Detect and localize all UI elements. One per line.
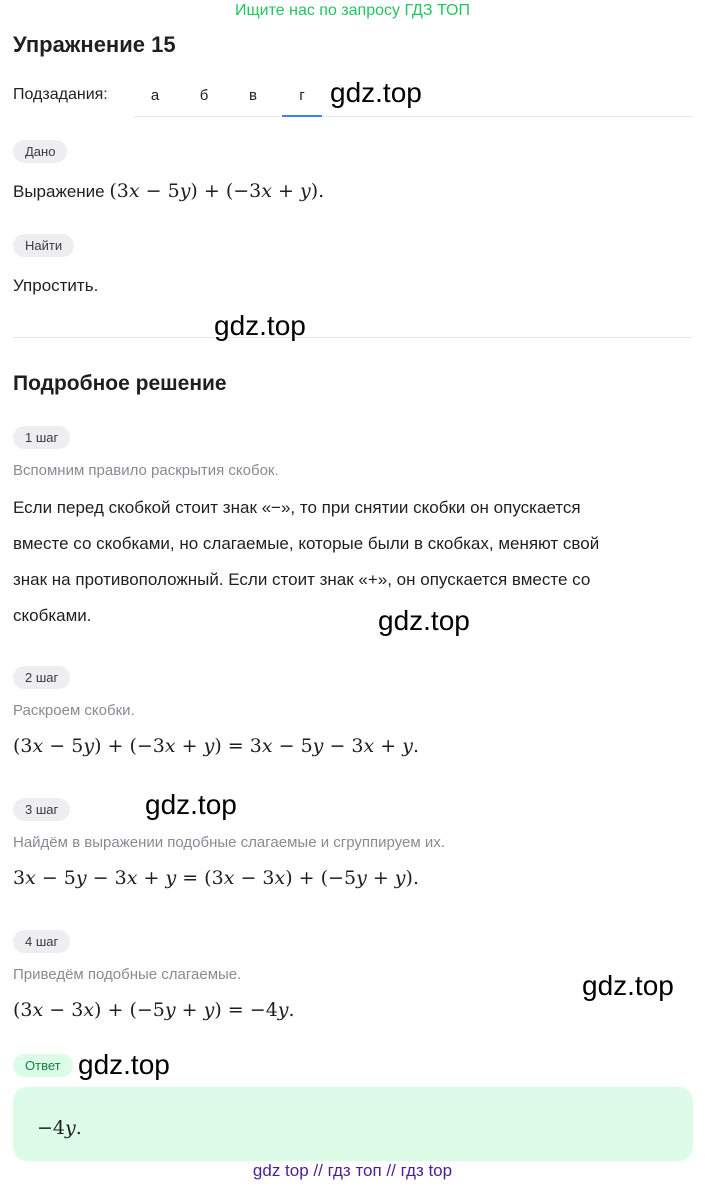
step-formula: (3x − 3x) + (−5y + y) = −4y. <box>13 999 295 1021</box>
step-hint: Раскроем скобки. <box>13 702 135 719</box>
step-formula: (3x − 5y) + (−3x + y) = 3x − 5y − 3x + y. <box>13 735 419 757</box>
paragraph-line: Если перед скобкой стоит знак «−», то при снятии скобки он опускается <box>13 498 581 517</box>
page-title: Упражнение 15 <box>13 32 176 57</box>
paragraph-line: вместе со скобками, но слагаемые, которые были в скобках, меняют свой <box>13 534 600 553</box>
answer-box <box>13 1087 693 1161</box>
divider <box>13 337 692 338</box>
given-section <box>13 140 67 163</box>
step-4 <box>13 930 70 953</box>
footer-links[interactable]: gdz top // гдз топ // гдз top <box>252 1161 453 1180</box>
subtasks-label: Подзадания: <box>13 86 108 103</box>
watermark: gdz.top <box>214 310 306 341</box>
step-formula: 3x − 5y − 3x + y = (3x − 3x) + (−5y + y). <box>13 867 419 889</box>
step-chip: 3 шаг <box>13 798 70 821</box>
find-section <box>13 234 74 257</box>
given-prefix: Выражение <box>13 182 110 201</box>
step-1-paragraph <box>13 490 693 634</box>
answer-section <box>13 1054 73 1077</box>
given-text <box>13 180 324 202</box>
solution-title: Подробное решение <box>13 372 227 395</box>
watermark: gdz.top <box>145 789 237 820</box>
paragraph-line: скобками. <box>13 606 92 625</box>
tab-v[interactable]: в <box>249 87 257 104</box>
given-chip: Дано <box>13 140 67 163</box>
answer-value: −4y. <box>37 1117 82 1139</box>
tab-a[interactable]: а <box>150 87 160 104</box>
step-hint: Найдём в выражении подобные слагаемые и сгруппируем их. <box>13 834 445 851</box>
find-text: Упростить. <box>13 276 99 295</box>
search-banner: Ищите нас по запросу ГДЗ ТОП <box>235 2 470 19</box>
answer-chip: Ответ <box>13 1054 73 1077</box>
tab-b[interactable]: б <box>199 87 209 104</box>
watermark: gdz.top <box>582 970 674 1001</box>
paragraph-line: знак на противоположный. Если стоит знак «+», он опускается вместе со <box>13 570 591 589</box>
step-chip: 1 шаг <box>13 426 70 449</box>
tab-g[interactable]: г <box>282 74 322 117</box>
step-hint: Вспомним правило раскрытия скобок. <box>13 462 279 479</box>
step-2 <box>13 666 70 689</box>
watermark: gdz.top <box>330 77 422 108</box>
step-3 <box>13 798 70 821</box>
step-1 <box>13 426 70 449</box>
given-expression: (3x − 5y) + (−3x + y). <box>109 180 325 202</box>
step-chip: 4 шаг <box>13 930 70 953</box>
watermark: gdz.top <box>78 1049 170 1080</box>
find-chip: Найти <box>13 234 74 257</box>
step-chip: 2 шаг <box>13 666 70 689</box>
watermark: gdz.top <box>378 605 470 636</box>
step-hint: Приведём подобные слагаемые. <box>13 966 242 983</box>
